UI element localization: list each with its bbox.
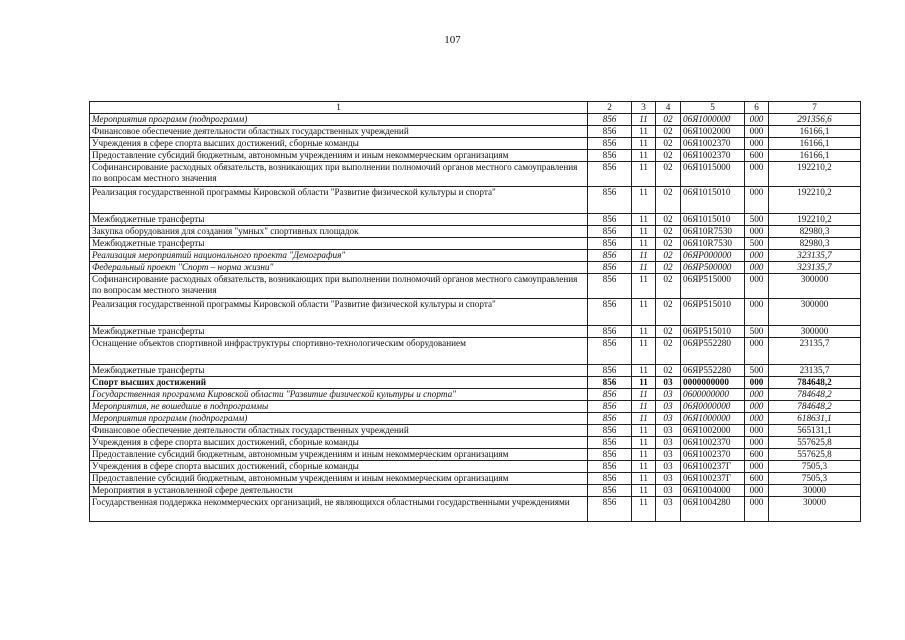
header-cell: 3 — [632, 102, 656, 114]
admin-code-cell: 856 — [588, 187, 632, 214]
table-row — [90, 299, 861, 326]
section-cell: 11 — [632, 401, 656, 413]
target-article-cell: 0000000000 — [681, 377, 745, 389]
subsection-cell: 02 — [656, 338, 681, 365]
amount-cell: 557625,8 — [769, 437, 861, 449]
row-name-cell: Государственная поддержка некоммерческих организаций, не являющихся областными государственными учреждениями — [90, 497, 588, 522]
admin-code-cell: 856 — [588, 162, 632, 187]
row-name-cell: Предоставление субсидий бюджетным, автономным учреждениям и иным некоммерческим организациям — [90, 473, 588, 485]
amount-cell: 7505,3 — [769, 473, 861, 485]
subsection-cell: 02 — [656, 326, 681, 338]
expense-type-cell: 000 — [745, 497, 769, 522]
amount-cell: 557625,8 — [769, 449, 861, 461]
table-row — [90, 413, 861, 425]
target-article-cell: 06Я1002000 — [681, 425, 745, 437]
amount-cell: 784648,2 — [769, 377, 861, 389]
table-row — [90, 274, 861, 299]
table-row — [90, 150, 861, 162]
admin-code-cell: 856 — [588, 214, 632, 226]
page-number: 107 — [444, 34, 461, 46]
table-row — [90, 473, 861, 485]
amount-cell: 16166,1 — [769, 150, 861, 162]
admin-code-cell: 856 — [588, 238, 632, 250]
row-name-cell: Государственная программа Кировской области "Развитие физической культуры и спорта" — [90, 389, 588, 401]
section-cell: 11 — [632, 238, 656, 250]
target-article-cell: 06Я1015000 — [681, 162, 745, 187]
admin-code-cell: 856 — [588, 413, 632, 425]
subsection-cell: 03 — [656, 473, 681, 485]
expense-type-cell: 000 — [745, 187, 769, 214]
expense-type-cell: 000 — [745, 425, 769, 437]
section-cell: 11 — [632, 365, 656, 377]
expense-type-cell: 000 — [745, 338, 769, 365]
admin-code-cell: 856 — [588, 138, 632, 150]
subsection-cell: 02 — [656, 138, 681, 150]
section-cell: 11 — [632, 338, 656, 365]
subsection-cell: 03 — [656, 437, 681, 449]
section-cell: 11 — [632, 389, 656, 401]
target-article-cell: 06Я10R7530 — [681, 238, 745, 250]
admin-code-cell: 856 — [588, 274, 632, 299]
table-row — [90, 138, 861, 150]
section-cell: 11 — [632, 497, 656, 522]
section-cell: 11 — [632, 413, 656, 425]
table-row — [90, 461, 861, 473]
section-cell: 11 — [632, 461, 656, 473]
table-row — [90, 326, 861, 338]
table-row — [90, 126, 861, 138]
target-article-cell: 06Я1004280 — [681, 497, 745, 522]
subsection-cell: 02 — [656, 226, 681, 238]
admin-code-cell: 856 — [588, 326, 632, 338]
table-row — [90, 262, 861, 274]
subsection-cell: 03 — [656, 485, 681, 497]
admin-code-cell: 856 — [588, 473, 632, 485]
target-article-cell: 06Я100237Г — [681, 473, 745, 485]
row-name-cell: Реализация государственной программы Кировской области "Развитие физической культуры и спорта" — [90, 187, 588, 214]
section-cell: 11 — [632, 485, 656, 497]
row-name-cell: Учреждения в сфере спорта высших достижений, сборные команды — [90, 437, 588, 449]
target-article-cell: 06ЯP515010 — [681, 299, 745, 326]
row-name-cell: Софинансирование расходных обязательств, возникающих при выполнении полномочий органов местного самоуправления по вопросам местного значения — [90, 162, 588, 187]
row-name-cell: Софинансирование расходных обязательств, возникающих при выполнении полномочий органов местного самоуправления по вопросам местного значения — [90, 274, 588, 299]
amount-cell: 23135,7 — [769, 365, 861, 377]
subsection-cell: 03 — [656, 425, 681, 437]
target-article-cell: 06Я1002370 — [681, 150, 745, 162]
section-cell: 11 — [632, 326, 656, 338]
target-article-cell: 06Я1004000 — [681, 485, 745, 497]
subsection-cell: 02 — [656, 187, 681, 214]
subsection-cell: 03 — [656, 449, 681, 461]
admin-code-cell: 856 — [588, 437, 632, 449]
admin-code-cell: 856 — [588, 226, 632, 238]
admin-code-cell: 856 — [588, 389, 632, 401]
section-cell: 11 — [632, 114, 656, 126]
expense-type-cell: 000 — [745, 401, 769, 413]
admin-code-cell: 856 — [588, 299, 632, 326]
amount-cell: 192210,2 — [769, 187, 861, 214]
amount-cell: 565131,1 — [769, 425, 861, 437]
amount-cell: 30000 — [769, 485, 861, 497]
row-name-cell: Мероприятия программ (подпрограмм) — [90, 413, 588, 425]
target-article-cell: 06Я100237Г — [681, 461, 745, 473]
header-cell: 4 — [656, 102, 681, 114]
target-article-cell: 06ЯP515000 — [681, 274, 745, 299]
subsection-cell: 03 — [656, 413, 681, 425]
subsection-cell: 03 — [656, 377, 681, 389]
row-name-cell: Финансовое обеспечение деятельности областных государственных учреждений — [90, 425, 588, 437]
expense-type-cell: 000 — [745, 389, 769, 401]
admin-code-cell: 856 — [588, 377, 632, 389]
section-cell: 11 — [632, 126, 656, 138]
header-cell: 6 — [745, 102, 769, 114]
amount-cell: 300000 — [769, 274, 861, 299]
subsection-cell: 02 — [656, 299, 681, 326]
subsection-cell: 02 — [656, 214, 681, 226]
expense-type-cell: 500 — [745, 214, 769, 226]
amount-cell: 291356,6 — [769, 114, 861, 126]
subsection-cell: 02 — [656, 114, 681, 126]
admin-code-cell: 856 — [588, 150, 632, 162]
expense-type-cell: 600 — [745, 150, 769, 162]
subsection-cell: 02 — [656, 365, 681, 377]
row-name-cell: Учреждения в сфере спорта высших достижений, сборные команды — [90, 138, 588, 150]
table-row — [90, 389, 861, 401]
expense-type-cell: 500 — [745, 238, 769, 250]
target-article-cell: 06Я1000000 — [681, 413, 745, 425]
row-name-cell: Спорт высших достижений — [90, 377, 588, 389]
subsection-cell: 02 — [656, 162, 681, 187]
section-cell: 11 — [632, 214, 656, 226]
subsection-cell: 02 — [656, 150, 681, 162]
amount-cell: 82980,3 — [769, 226, 861, 238]
row-name-cell: Межбюджетные трансферты — [90, 214, 588, 226]
section-cell: 11 — [632, 262, 656, 274]
subsection-cell: 03 — [656, 389, 681, 401]
row-name-cell: Межбюджетные трансферты — [90, 238, 588, 250]
row-name-cell: Мероприятия в установленной сфере деятельности — [90, 485, 588, 497]
target-article-cell: 06ЯP552280 — [681, 365, 745, 377]
expense-type-cell: 000 — [745, 461, 769, 473]
target-article-cell: 06ЯP500000 — [681, 262, 745, 274]
table-row — [90, 497, 861, 522]
header-row — [90, 102, 861, 114]
row-name-cell: Межбюджетные трансферты — [90, 365, 588, 377]
expense-type-cell: 500 — [745, 326, 769, 338]
amount-cell: 16166,1 — [769, 126, 861, 138]
row-name-cell: Предоставление субсидий бюджетным, автономным учреждениям и иным некоммерческим организациям — [90, 150, 588, 162]
amount-cell: 7505,3 — [769, 461, 861, 473]
row-name-cell: Учреждения в сфере спорта высших достижений, сборные команды — [90, 461, 588, 473]
admin-code-cell: 856 — [588, 449, 632, 461]
table-row — [90, 425, 861, 437]
admin-code-cell: 856 — [588, 114, 632, 126]
target-article-cell: 0600000000 — [681, 389, 745, 401]
amount-cell: 192210,2 — [769, 214, 861, 226]
section-cell: 11 — [632, 274, 656, 299]
table-row — [90, 377, 861, 389]
table-row — [90, 365, 861, 377]
subsection-cell: 02 — [656, 126, 681, 138]
section-cell: 11 — [632, 226, 656, 238]
budget-table — [89, 101, 861, 522]
admin-code-cell: 856 — [588, 365, 632, 377]
table-body — [90, 102, 861, 522]
row-name-cell: Реализация государственной программы Кировской области "Развитие физической культуры и спорта" — [90, 299, 588, 326]
table-row — [90, 238, 861, 250]
subsection-cell: 03 — [656, 401, 681, 413]
expense-type-cell: 500 — [745, 365, 769, 377]
amount-cell: 784648,2 — [769, 401, 861, 413]
section-cell: 11 — [632, 425, 656, 437]
row-name-cell: Федеральный проект "Спорт – норма жизни" — [90, 262, 588, 274]
row-name-cell: Мероприятия, не вошедшие в подпрограммы — [90, 401, 588, 413]
expense-type-cell: 600 — [745, 473, 769, 485]
section-cell: 11 — [632, 187, 656, 214]
section-cell: 11 — [632, 250, 656, 262]
section-cell: 11 — [632, 150, 656, 162]
admin-code-cell: 856 — [588, 126, 632, 138]
admin-code-cell: 856 — [588, 425, 632, 437]
row-name-cell: Реализация мероприятий национального проекта "Демография" — [90, 250, 588, 262]
section-cell: 11 — [632, 377, 656, 389]
table-row — [90, 449, 861, 461]
table-row — [90, 401, 861, 413]
section-cell: 11 — [632, 473, 656, 485]
subsection-cell: 03 — [656, 461, 681, 473]
admin-code-cell: 856 — [588, 485, 632, 497]
subsection-cell: 02 — [656, 250, 681, 262]
expense-type-cell: 000 — [745, 162, 769, 187]
row-name-cell: Закупка оборудования для создания "умных" спортивных площадок — [90, 226, 588, 238]
section-cell: 11 — [632, 162, 656, 187]
section-cell: 11 — [632, 299, 656, 326]
target-article-cell: 06Я1002370 — [681, 449, 745, 461]
target-article-cell: 06Я1002370 — [681, 437, 745, 449]
expense-type-cell: 000 — [745, 126, 769, 138]
amount-cell: 323135,7 — [769, 250, 861, 262]
admin-code-cell: 856 — [588, 262, 632, 274]
admin-code-cell: 856 — [588, 401, 632, 413]
row-name-cell: Предоставление субсидий бюджетным, автономным учреждениям и иным некоммерческим организациям — [90, 449, 588, 461]
expense-type-cell: 000 — [745, 274, 769, 299]
target-article-cell: 06ЯP515010 — [681, 326, 745, 338]
table-row — [90, 114, 861, 126]
amount-cell: 300000 — [769, 326, 861, 338]
header-cell: 2 — [588, 102, 632, 114]
target-article-cell: 06Я1000000 — [681, 114, 745, 126]
admin-code-cell: 856 — [588, 338, 632, 365]
table-row — [90, 485, 861, 497]
table-row — [90, 187, 861, 214]
target-article-cell: 06Я1002370 — [681, 138, 745, 150]
target-article-cell: 06Я10R7530 — [681, 226, 745, 238]
amount-cell: 323135,7 — [769, 262, 861, 274]
target-article-cell: 06Я1015010 — [681, 214, 745, 226]
amount-cell: 300000 — [769, 299, 861, 326]
expense-type-cell: 000 — [745, 437, 769, 449]
row-name-cell: Мероприятия программ (подпрограмм) — [90, 114, 588, 126]
expense-type-cell: 000 — [745, 485, 769, 497]
target-article-cell: 06Я0000000 — [681, 401, 745, 413]
table-row — [90, 214, 861, 226]
row-name-cell: Межбюджетные трансферты — [90, 326, 588, 338]
header-cell: 5 — [681, 102, 745, 114]
admin-code-cell: 856 — [588, 497, 632, 522]
expense-type-cell: 000 — [745, 138, 769, 150]
expense-type-cell: 000 — [745, 262, 769, 274]
subsection-cell: 02 — [656, 238, 681, 250]
amount-cell: 30000 — [769, 497, 861, 522]
table-row — [90, 250, 861, 262]
header-cell: 7 — [769, 102, 861, 114]
table-row — [90, 338, 861, 365]
subsection-cell: 02 — [656, 262, 681, 274]
amount-cell: 192210,2 — [769, 162, 861, 187]
admin-code-cell: 856 — [588, 461, 632, 473]
header-cell: 1 — [90, 102, 588, 114]
admin-code-cell: 856 — [588, 250, 632, 262]
section-cell: 11 — [632, 138, 656, 150]
expense-type-cell: 000 — [745, 377, 769, 389]
amount-cell: 618631,1 — [769, 413, 861, 425]
row-name-cell: Оснащение объектов спортивной инфраструктуры спортивно-технологическим оборудованием — [90, 338, 588, 365]
row-name-cell: Финансовое обеспечение деятельности областных государственных учреждений — [90, 126, 588, 138]
table-row — [90, 437, 861, 449]
amount-cell: 784648,2 — [769, 389, 861, 401]
target-article-cell: 06Я1015010 — [681, 187, 745, 214]
subsection-cell: 03 — [656, 497, 681, 522]
amount-cell: 16166,1 — [769, 138, 861, 150]
target-article-cell: 06ЯP552280 — [681, 338, 745, 365]
section-cell: 11 — [632, 449, 656, 461]
expense-type-cell: 000 — [745, 226, 769, 238]
target-article-cell: 06Я1002000 — [681, 126, 745, 138]
amount-cell: 23135,7 — [769, 338, 861, 365]
subsection-cell: 02 — [656, 274, 681, 299]
expense-type-cell: 000 — [745, 114, 769, 126]
table-row — [90, 226, 861, 238]
section-cell: 11 — [632, 437, 656, 449]
expense-type-cell: 000 — [745, 299, 769, 326]
amount-cell: 82980,3 — [769, 238, 861, 250]
expense-type-cell: 600 — [745, 449, 769, 461]
target-article-cell: 06ЯP000000 — [681, 250, 745, 262]
table-row — [90, 162, 861, 187]
expense-type-cell: 000 — [745, 250, 769, 262]
expense-type-cell: 000 — [745, 413, 769, 425]
